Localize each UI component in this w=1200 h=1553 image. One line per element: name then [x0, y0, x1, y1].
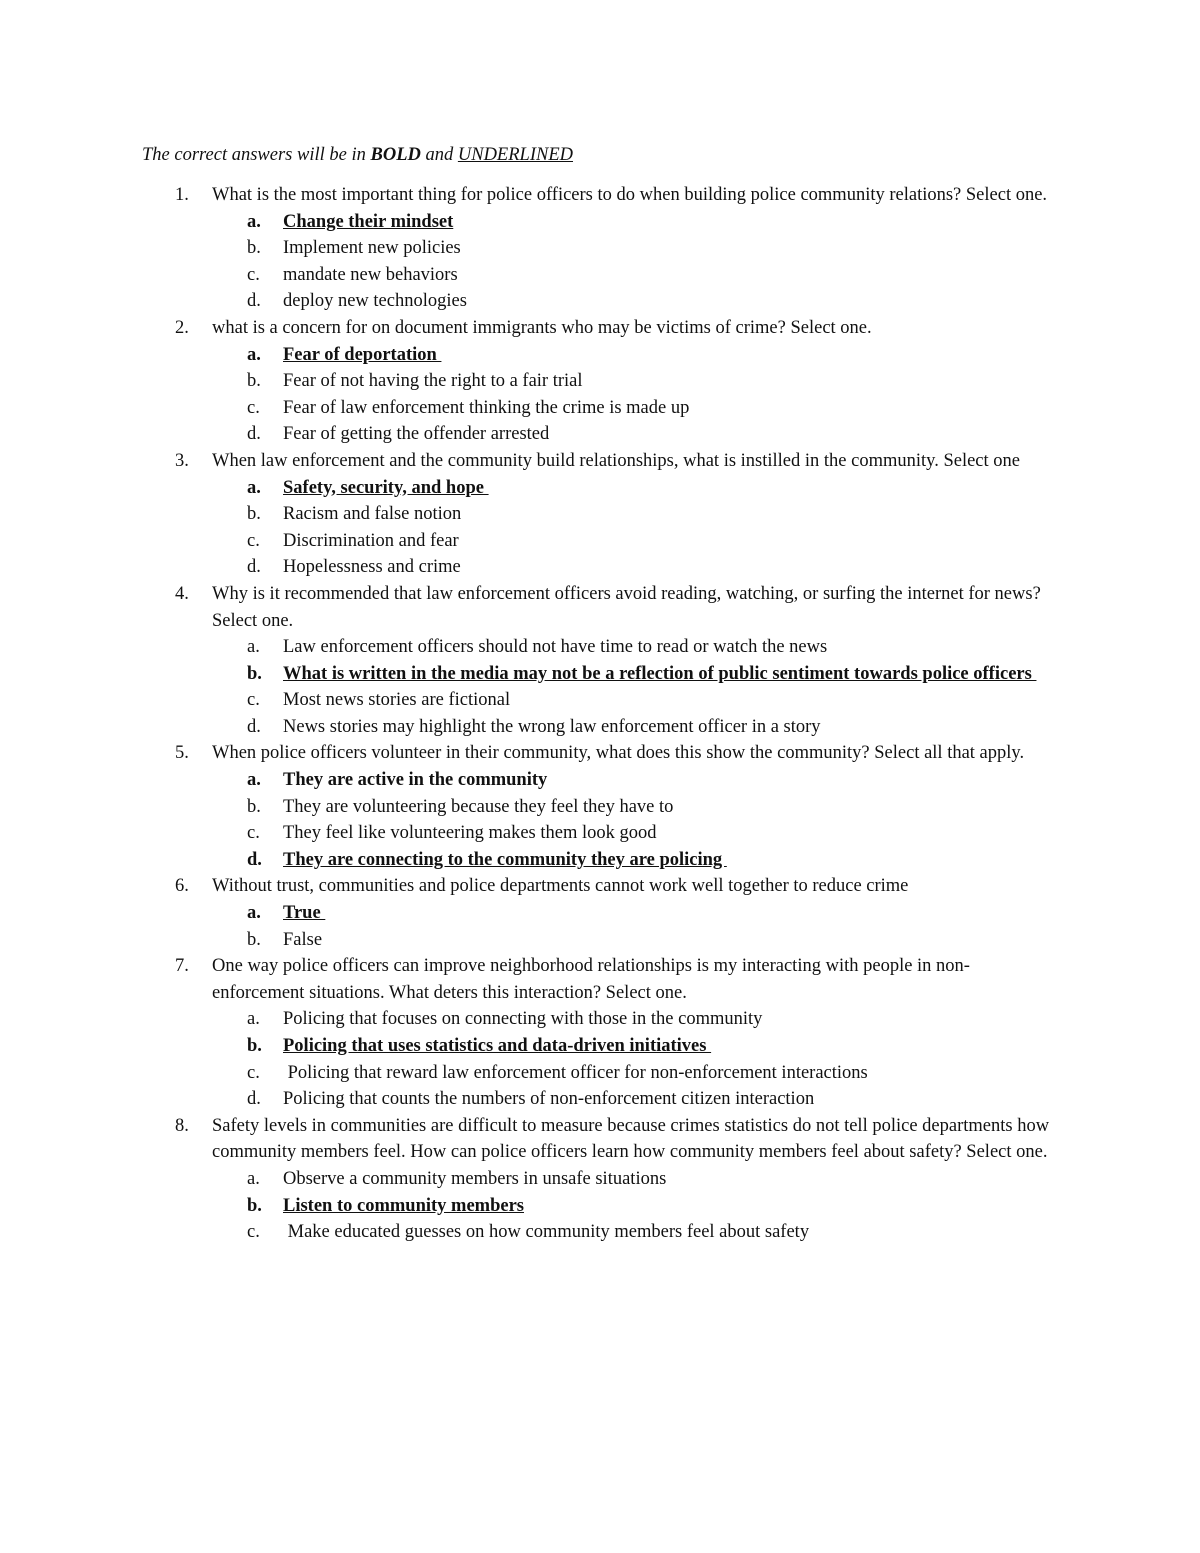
- option-text: They are active in the community: [283, 770, 548, 791]
- option-letter: a.: [247, 770, 261, 791]
- question-text: Without trust, communities and police departments cannot work well together to reduce crime: [212, 876, 909, 897]
- question-number: 4.: [175, 583, 189, 604]
- correct-answer-option: [0, 1193, 1200, 1220]
- option-text: Policing that focuses on connecting with those in the community: [283, 1009, 763, 1030]
- option-letter: c.: [247, 530, 260, 551]
- question-item: [0, 953, 1200, 1113]
- header-bold-word: BOLD: [370, 145, 421, 165]
- question-number: 8.: [175, 1115, 189, 1136]
- option-letter: d.: [247, 424, 261, 445]
- answer-option: [0, 634, 1200, 661]
- header-underlined-word: UNDERLINED: [457, 145, 573, 165]
- answer-option: [0, 794, 1200, 821]
- option-letter: d.: [247, 1089, 261, 1110]
- correct-answer-option: [0, 475, 1200, 502]
- header-prefix: The correct answers will be in: [142, 145, 371, 165]
- option-text: Policing that reward law enforcement officer for non-enforcement interactions: [283, 1062, 868, 1083]
- question-number: 6.: [175, 876, 189, 897]
- option-text: Hopelessness and crime: [283, 557, 461, 578]
- answer-option: [0, 1086, 1200, 1113]
- option-text: Observe a community members in unsafe situations: [283, 1168, 667, 1189]
- option-text: Listen to community members: [283, 1195, 524, 1216]
- option-text: Racism and false notion: [283, 504, 462, 525]
- option-letter: d.: [247, 291, 261, 312]
- answer-option: [0, 368, 1200, 395]
- question-text: Why is it recommended that law enforcement officers avoid reading, watching, or surfing the internet for news? Select one.: [212, 583, 1041, 631]
- correct-answer-option: [0, 1033, 1200, 1060]
- option-letter: d.: [247, 716, 261, 737]
- option-letter: c.: [247, 823, 260, 844]
- answer-option: [0, 1166, 1200, 1193]
- option-text: Discrimination and fear: [283, 530, 459, 551]
- correct-answer-option: [0, 847, 1200, 874]
- question-item: [0, 873, 1200, 953]
- answer-option: [0, 262, 1200, 289]
- question-list: [0, 182, 1200, 1246]
- option-text: Fear of law enforcement thinking the crime is made up: [283, 397, 690, 418]
- question-item: [0, 1113, 1200, 1246]
- option-letter: a.: [247, 1168, 260, 1189]
- option-letter: b.: [247, 238, 261, 259]
- question-item: [0, 448, 1200, 581]
- option-text: Implement new policies: [283, 238, 461, 259]
- option-text: Policing that uses statistics and data-driven initiatives: [283, 1036, 712, 1056]
- answer-option: [0, 554, 1200, 581]
- option-letter: a.: [247, 477, 261, 498]
- header-middle: and: [420, 145, 458, 165]
- correct-answer-option: [0, 209, 1200, 236]
- option-letter: b.: [247, 504, 261, 525]
- option-text: Law enforcement officers should not have time to read or watch the news: [283, 637, 828, 658]
- question-text: When police officers volunteer in their community, what does this show the community? Select all that apply.: [212, 743, 1025, 764]
- question-number: 3.: [175, 450, 189, 471]
- question-text: Safety levels in communities are difficult to measure because crimes statistics do not tell police departments how community members feel. How can police officers learn how community members feel about safety? Select one.: [212, 1115, 1050, 1163]
- answer-option: [0, 687, 1200, 714]
- question-number: 2.: [175, 317, 189, 338]
- option-text: Safety, security, and hope: [283, 477, 489, 498]
- instructions-header: [142, 142, 573, 169]
- option-letter: b.: [247, 796, 261, 817]
- option-letter: b.: [247, 1195, 262, 1216]
- answer-option: [0, 421, 1200, 448]
- option-text: Policing that counts the numbers of non-enforcement citizen interaction: [283, 1089, 815, 1110]
- option-text: Fear of not having the right to a fair trial: [283, 371, 583, 392]
- option-text: mandate new behaviors: [283, 264, 458, 285]
- answer-option: [0, 1219, 1200, 1246]
- answer-option: [0, 1006, 1200, 1033]
- option-letter: c.: [247, 264, 260, 285]
- question-text: When law enforcement and the community build relationships, what is instilled in the community. Select one: [212, 450, 1020, 471]
- option-letter: b.: [247, 663, 262, 684]
- answer-option: [0, 820, 1200, 847]
- question-number: 1.: [175, 185, 189, 205]
- question-number: 7.: [175, 956, 189, 977]
- option-letter: a.: [247, 637, 260, 658]
- option-text: Change their mindset: [283, 211, 454, 232]
- option-text: What is written in the media may not be a reflection of public sentiment towards police officers: [283, 663, 1037, 684]
- question-text: what is a concern for on document immigrants who may be victims of crime? Select one.: [212, 317, 872, 338]
- option-letter: c.: [247, 690, 260, 711]
- option-letter: c.: [247, 1062, 260, 1083]
- question-item: [0, 740, 1200, 873]
- correct-answer-option: [0, 900, 1200, 927]
- option-letter: c.: [247, 1222, 260, 1243]
- option-text: Most news stories are fictional: [283, 690, 511, 711]
- option-letter: a.: [247, 903, 261, 924]
- answer-option: [0, 288, 1200, 315]
- question-item: [0, 182, 1200, 315]
- option-letter: b.: [247, 929, 261, 950]
- option-letter: c.: [247, 397, 260, 418]
- answer-option: [0, 528, 1200, 555]
- option-letter: a.: [247, 344, 261, 365]
- correct-answer-option: [0, 342, 1200, 369]
- answer-option: [0, 501, 1200, 528]
- question-item: [0, 315, 1200, 448]
- answer-option: [0, 927, 1200, 954]
- option-letter: a.: [247, 211, 261, 232]
- option-letter: d.: [247, 557, 261, 578]
- question-item: [0, 581, 1200, 741]
- correct-answer-option: [0, 661, 1200, 688]
- option-text: They are connecting to the community they are policing: [283, 849, 727, 870]
- question-number: 5.: [175, 743, 189, 764]
- option-text: They are volunteering because they feel they have to: [283, 796, 674, 817]
- answer-option: [0, 235, 1200, 262]
- option-letter: a.: [247, 1009, 260, 1030]
- answer-option: [0, 714, 1200, 741]
- option-letter: d.: [247, 849, 262, 870]
- option-text: deploy new technologies: [283, 291, 467, 312]
- answer-option: [0, 1060, 1200, 1087]
- option-text: Fear of getting the offender arrested: [283, 424, 550, 445]
- option-letter: b.: [247, 1036, 262, 1056]
- option-text: They feel like volunteering makes them look good: [283, 823, 657, 844]
- option-letter: b.: [247, 371, 261, 392]
- option-text: News stories may highlight the wrong law enforcement officer in a story: [283, 716, 821, 737]
- option-text: True: [283, 903, 326, 924]
- option-text: Make educated guesses on how community members feel about safety: [283, 1222, 810, 1243]
- answer-option: [0, 395, 1200, 422]
- correct-answer-option: [0, 767, 1200, 794]
- question-text: One way police officers can improve neighborhood relationships is my interacting with people in non-enforcement situations. What deters this interaction? Select one.: [212, 956, 970, 1003]
- question-text: What is the most important thing for police officers to do when building police community relations? Select one.: [212, 185, 1048, 205]
- option-text: False: [283, 929, 323, 950]
- option-text: Fear of deportation: [283, 344, 442, 365]
